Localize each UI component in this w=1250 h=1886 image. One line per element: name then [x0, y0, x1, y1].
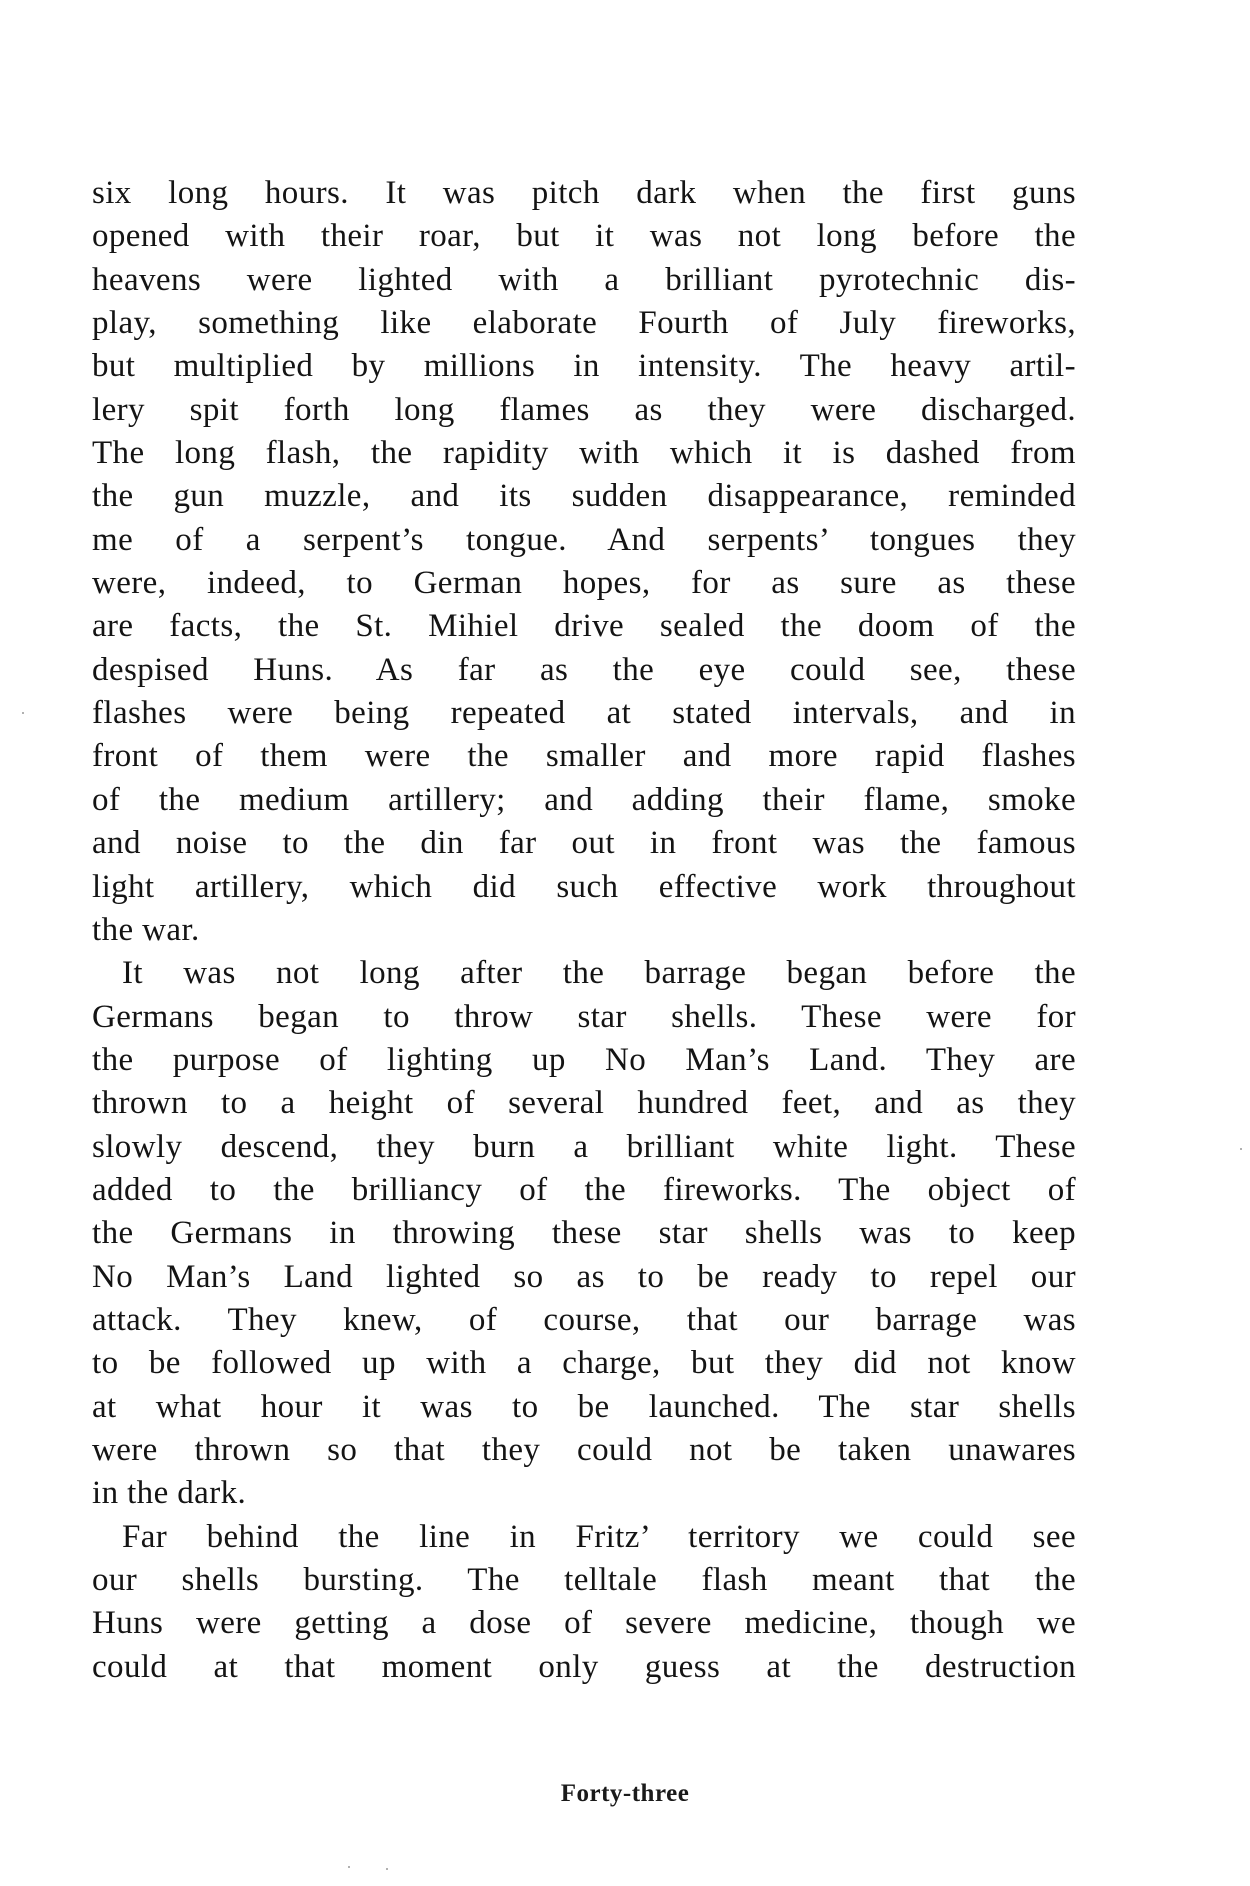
print-speck	[22, 712, 24, 714]
text-line: No Man’s Land lighted so as to be ready to repel our	[92, 1258, 1076, 1295]
text-line: Germans began to throw star shells. These were for	[92, 998, 1076, 1035]
text-line: six long hours. It was pitch dark when the first guns	[92, 175, 1076, 211]
text-line: the Germans in throwing these star shells was to keep	[92, 1215, 1076, 1252]
print-speck	[348, 1866, 350, 1868]
text-line: despised Huns. As far as the eye could see, these	[92, 651, 1076, 688]
text-line: opened with their roar, but it was not long before the	[92, 218, 1076, 255]
text-line: but multiplied by millions in intensity. The heavy artil-	[92, 348, 1076, 385]
text-line: the gun muzzle, and its sudden disappearance, reminded	[92, 478, 1076, 515]
text-line: were thrown so that they could not be taken unawares	[92, 1431, 1076, 1468]
text-line: and noise to the din far out in front was the famous	[92, 825, 1076, 862]
text-line: light artillery, which did such effective work throughout	[92, 868, 1076, 905]
text-line: of the medium artillery; and adding their flame, smoke	[92, 781, 1076, 818]
text-line: the war.	[92, 911, 200, 948]
text-line: lery spit forth long flames as they were discharged.	[92, 391, 1076, 428]
paragraph-2	[92, 952, 1076, 1515]
text-line: It was not long after the barrage began before the	[122, 955, 1076, 992]
paragraph-3	[92, 1516, 1076, 1689]
print-speck	[1240, 1148, 1242, 1150]
paragraph-1	[92, 172, 1076, 952]
text-line: at what hour it was to be launched. The star shells	[92, 1388, 1076, 1425]
text-line: me of a serpent’s tongue. And serpents’ tongues they	[92, 521, 1076, 558]
text-line: the purpose of lighting up No Man’s Land. They are	[92, 1041, 1076, 1078]
page-body	[92, 172, 1076, 1689]
text-line: play, something like elaborate Fourth of July fireworks,	[92, 305, 1076, 342]
text-line: are facts, the St. Mihiel drive sealed the doom of the	[92, 608, 1076, 645]
text-line: Far behind the line in Fritz’ territory we could see	[122, 1518, 1076, 1555]
text-line: could at that moment only guess at the destruction	[92, 1648, 1076, 1685]
text-line: heavens were lighted with a brilliant pyrotechnic dis-	[92, 261, 1076, 298]
text-line: added to the brilliancy of the fireworks. The object of	[92, 1171, 1076, 1208]
text-line: to be followed up with a charge, but they did not know	[92, 1345, 1076, 1382]
text-line: Huns were getting a dose of severe medicine, though we	[92, 1605, 1076, 1642]
page-number: Forty-three	[560, 1780, 690, 1807]
text-line: The long flash, the rapidity with which it is dashed from	[92, 435, 1076, 472]
text-line: were, indeed, to German hopes, for as sure as these	[92, 565, 1076, 602]
text-line: our shells bursting. The telltale flash meant that the	[92, 1562, 1076, 1598]
text-line: thrown to a height of several hundred feet, and as they	[92, 1085, 1076, 1122]
text-line: front of them were the smaller and more rapid flashes	[92, 738, 1076, 775]
text-line: attack. They knew, of course, that our barrage was	[92, 1301, 1076, 1338]
print-speck	[386, 1868, 388, 1870]
text-line: in the dark.	[92, 1475, 247, 1512]
text-line: slowly descend, they burn a brilliant white light. These	[92, 1128, 1076, 1165]
text-line: flashes were being repeated at stated intervals, and in	[92, 695, 1076, 732]
